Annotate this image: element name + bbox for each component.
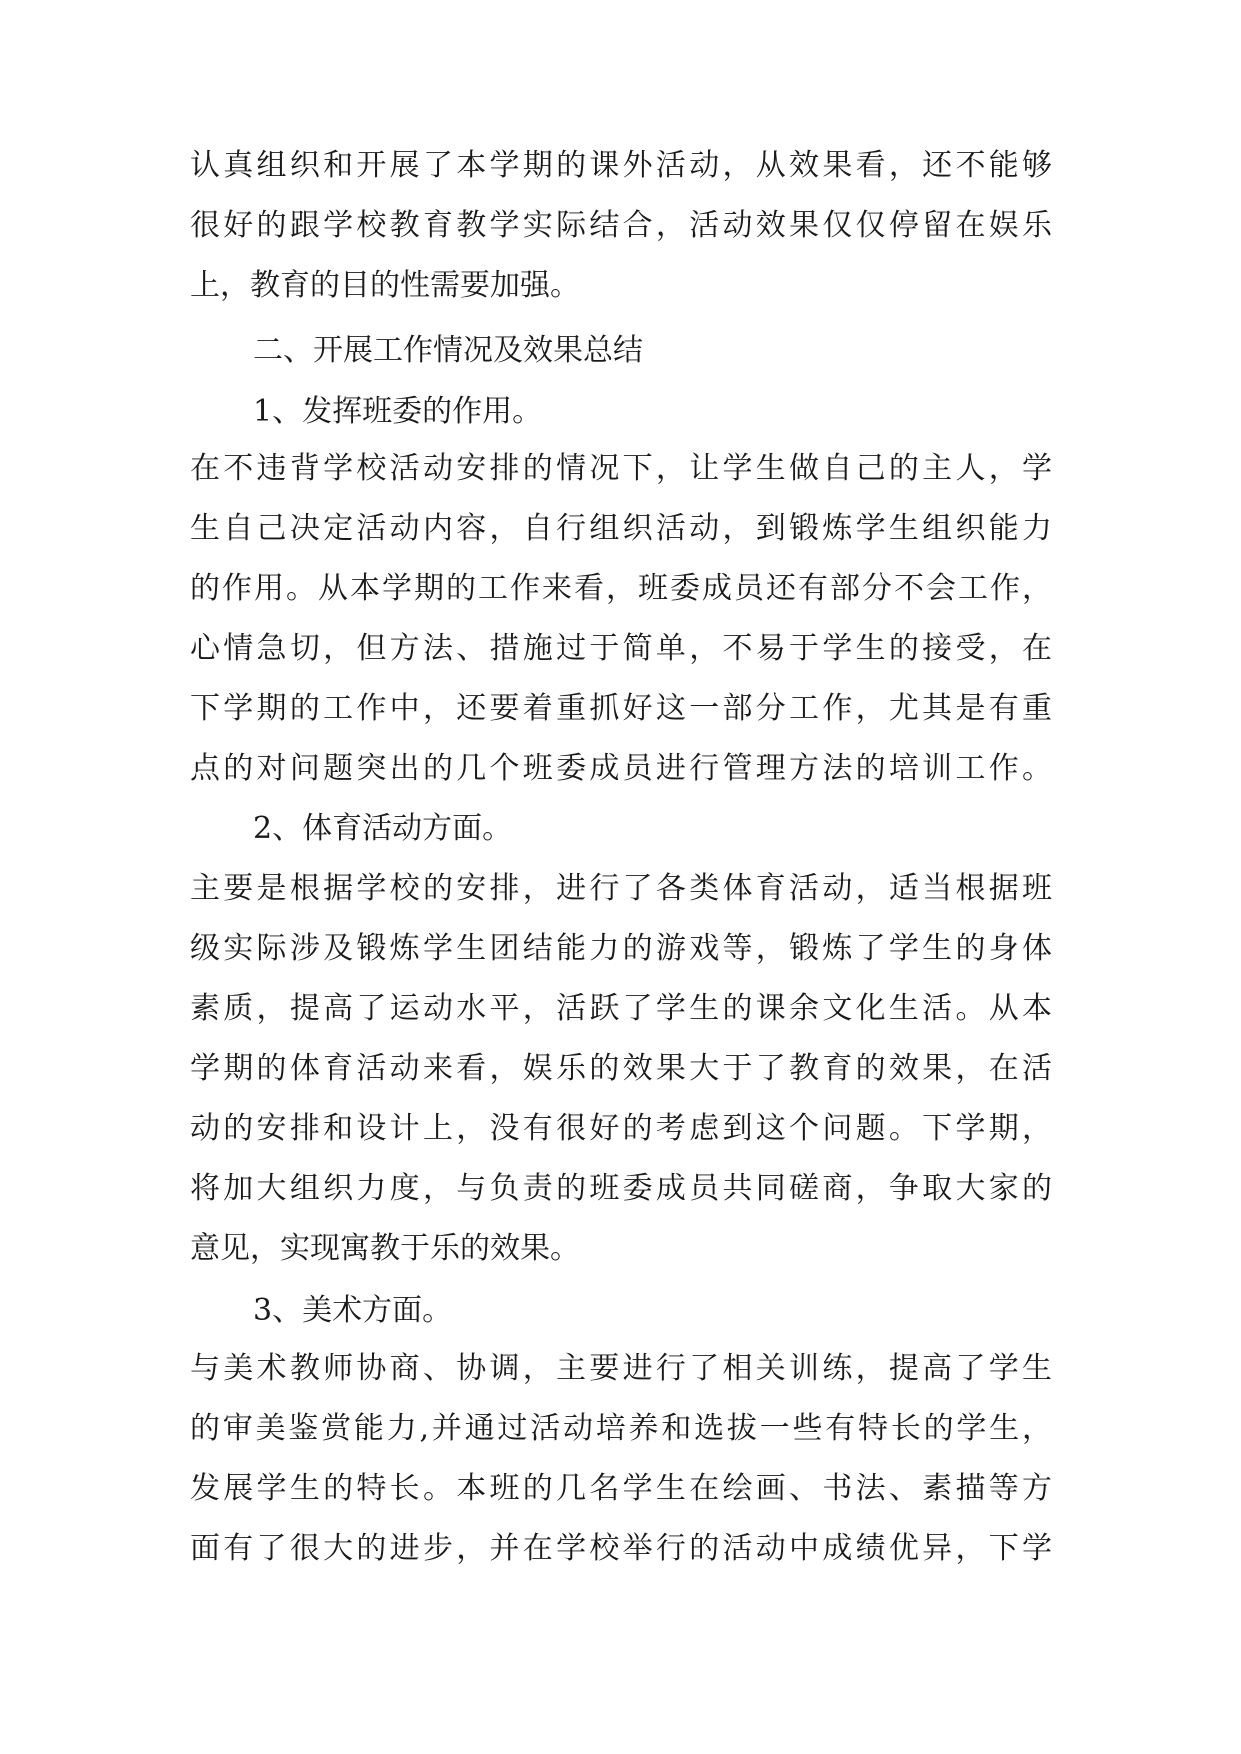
paragraph-line: 学期的体育活动来看，娱乐的效果大于了教育的效果，在活 [190, 1051, 1052, 1086]
subsection-heading: 2、体育活动方面。 [253, 811, 513, 846]
paragraph-line: 面有了很大的进步，并在学校举行的活动中成绩优异，下学 [190, 1531, 1052, 1566]
paragraph-line: 级实际涉及锻炼学生团结能力的游戏等，锻炼了学生的身体 [190, 931, 1052, 966]
paragraph-line: 发展学生的特长。本班的几名学生在绘画、书法、素描等方 [190, 1471, 1052, 1506]
subsection-heading: 3、美术方面。 [253, 1293, 453, 1328]
section-heading: 二、开展工作情况及效果总结 [253, 333, 643, 368]
paragraph-line: 主要是根据学校的安排，进行了各类体育活动，适当根据班 [190, 871, 1052, 906]
paragraph-line: 在不违背学校活动安排的情况下，让学生做自己的主人，学 [190, 451, 1052, 486]
paragraph-line: 点的对问题突出的几个班委成员进行管理方法的培训工作。 [190, 751, 1052, 786]
paragraph-line: 生自己决定活动内容，自行组织活动，到锻炼学生组织能力 [190, 511, 1052, 546]
paragraph-line: 的审美鉴赏能力,并通过活动培养和选拔一些有特长的学生， [190, 1411, 1052, 1446]
paragraph-line: 上，教育的目的性需要加强。 [190, 268, 580, 303]
paragraph-line: 与美术教师协商、协调，主要进行了相关训练，提高了学生 [190, 1351, 1052, 1386]
paragraph-line: 下学期的工作中，还要着重抓好这一部分工作，尤其是有重 [190, 691, 1052, 726]
paragraph-line: 认真组织和开展了本学期的课外活动，从效果看，还不能够 [190, 148, 1052, 183]
paragraph-line: 很好的跟学校教育教学实际结合，活动效果仅仅停留在娱乐 [190, 208, 1052, 243]
paragraph-line: 将加大组织力度，与负责的班委成员共同磋商，争取大家的 [190, 1171, 1052, 1206]
subsection-heading: 1、发挥班委的作用。 [253, 394, 543, 429]
paragraph-line: 动的安排和设计上，没有很好的考虑到这个问题。下学期， [190, 1111, 1052, 1146]
paragraph-line: 的作用。从本学期的工作来看，班委成员还有部分不会工作， [190, 571, 1052, 606]
paragraph-line: 素质，提高了运动水平，活跃了学生的课余文化生活。从本 [190, 991, 1052, 1026]
paragraph-line: 心情急切，但方法、措施过于简单，不易于学生的接受，在 [190, 631, 1052, 666]
paragraph-line: 意见，实现寓教于乐的效果。 [190, 1231, 580, 1266]
